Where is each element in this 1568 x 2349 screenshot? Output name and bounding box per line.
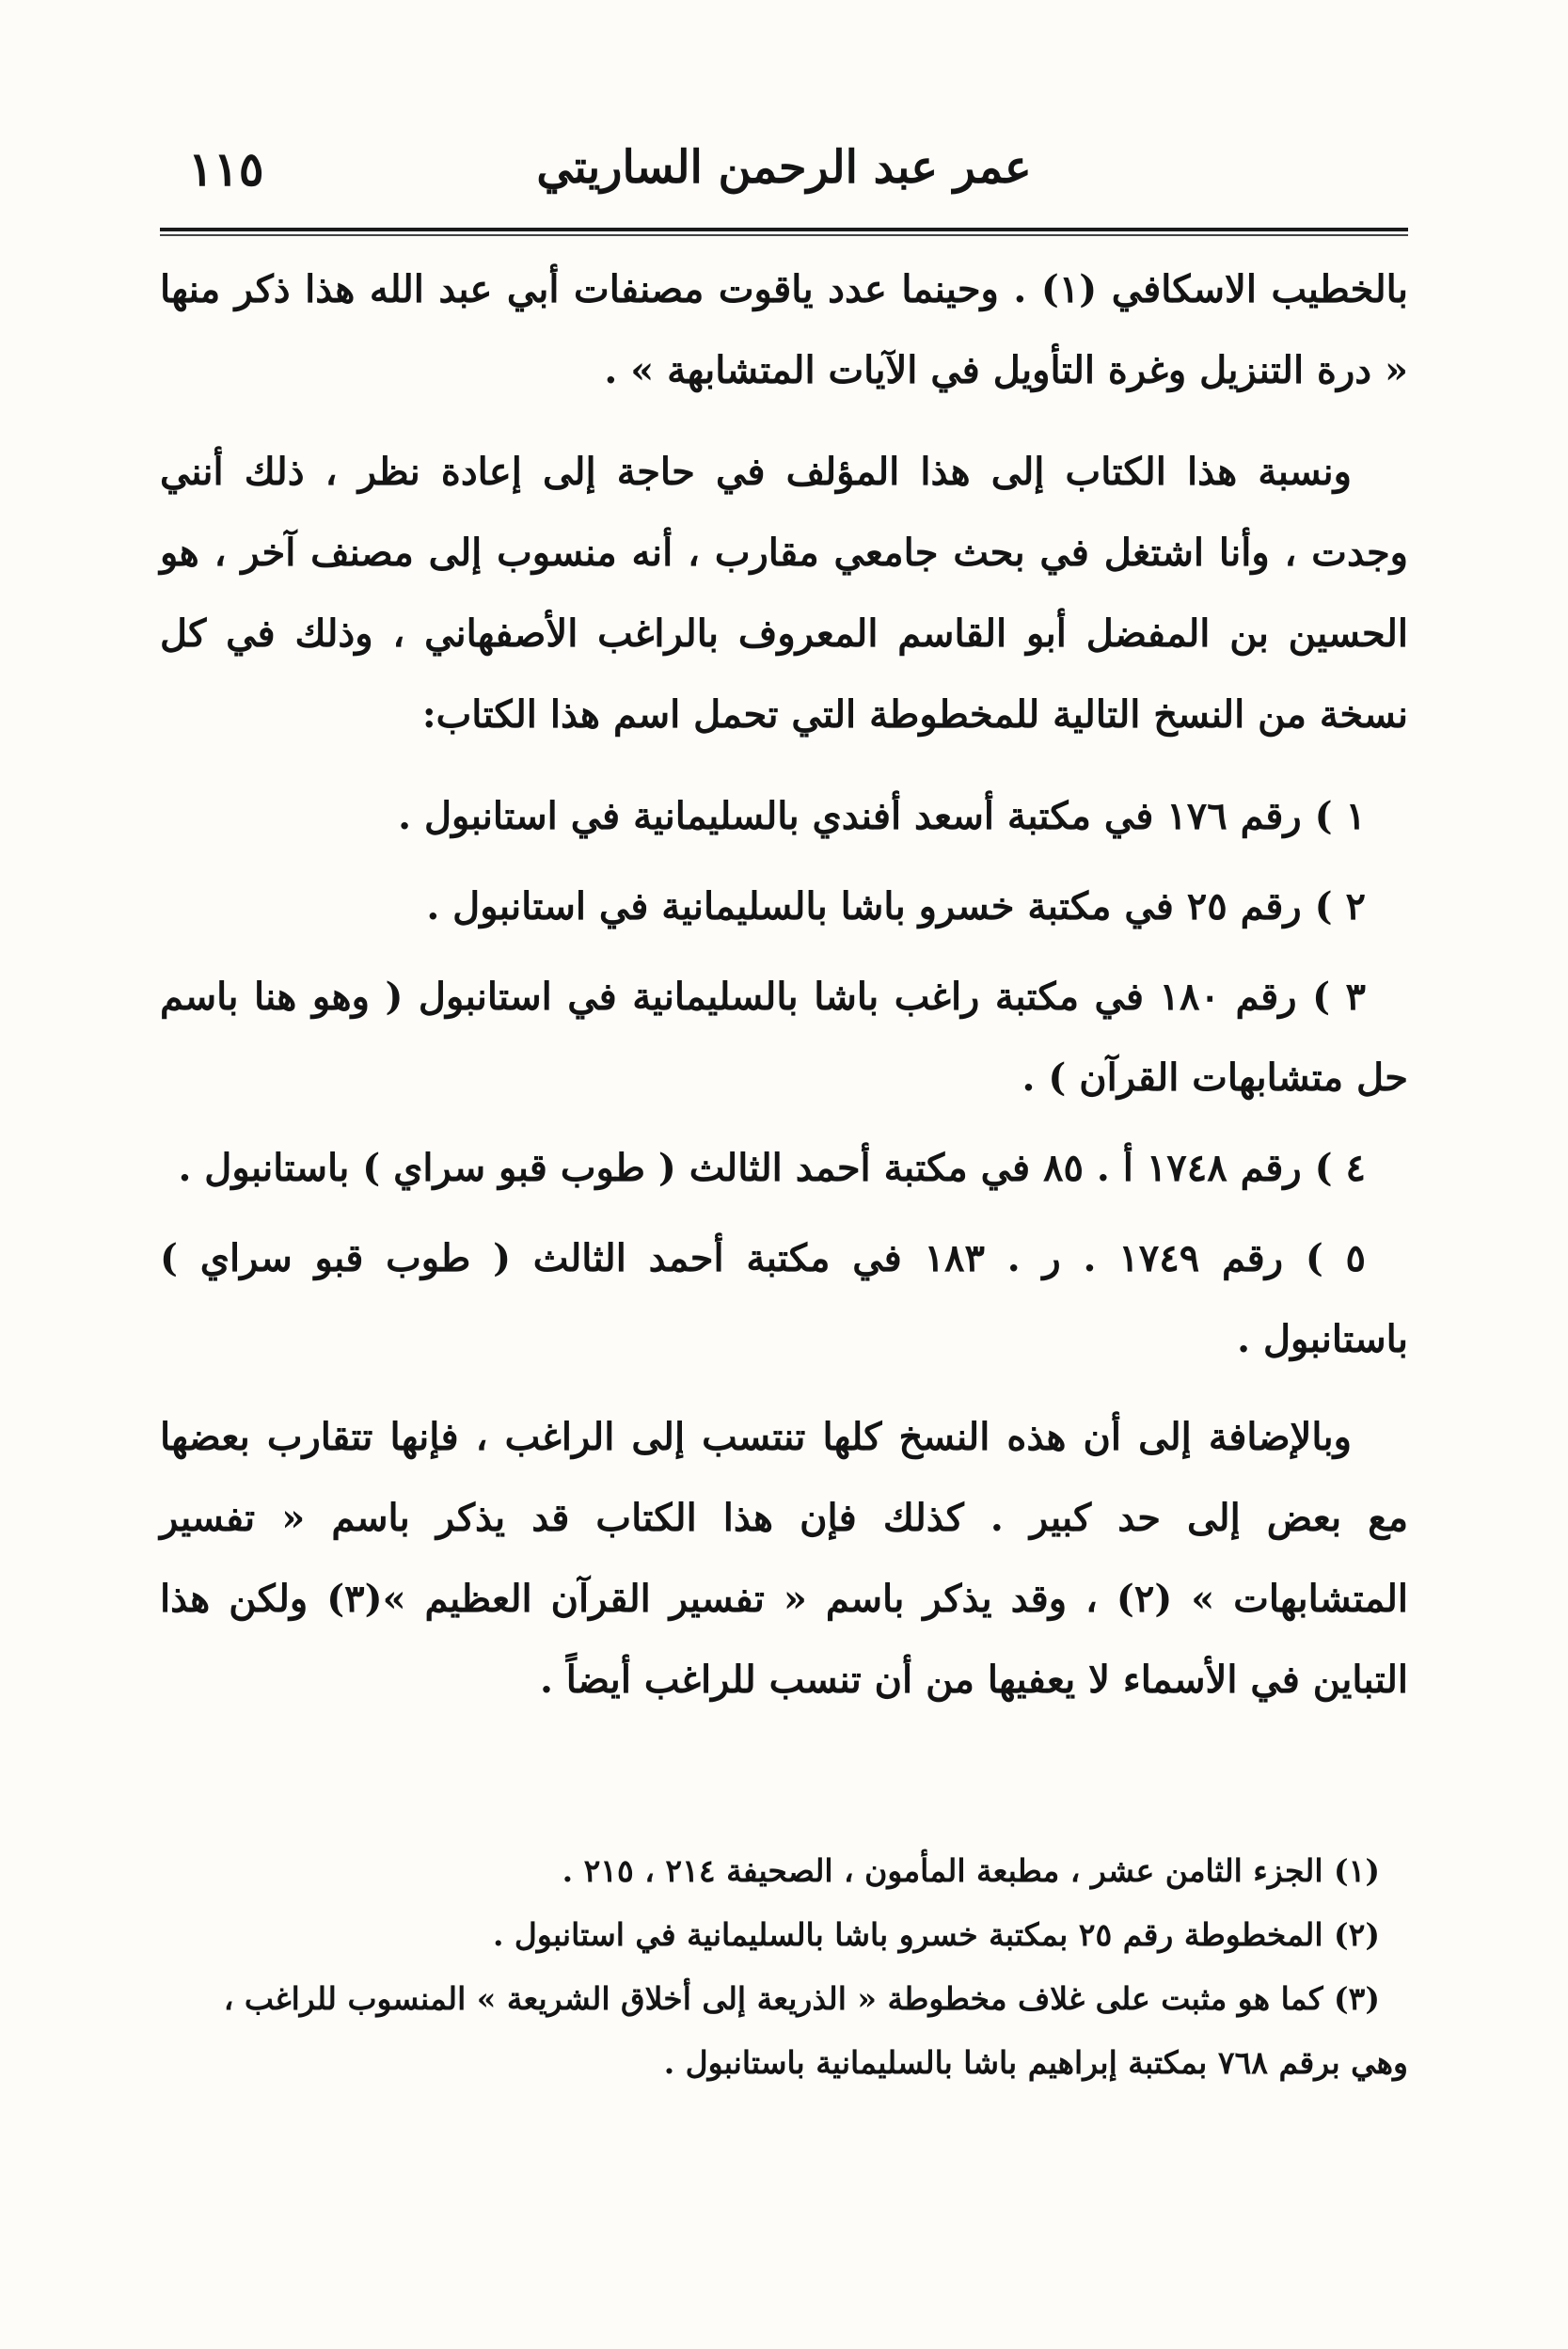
header-rule — [160, 228, 1408, 231]
page-header — [160, 141, 1408, 226]
main-text — [160, 249, 1408, 1741]
manuscript-list — [160, 776, 1408, 1380]
list-item: ٥ ) رقم ١٧٤٩ . ر . ١٨٣ في مكتبة أحمد الثالث ( طوب قبو سراي ) باستانبول . — [160, 1236, 1408, 1361]
list-item: ٣ ) رقم ١٨٠ في مكتبة راغب باشا بالسليمانية في استانبول ( وهو هنا باسم حل متشابهات القرآن ) . — [160, 975, 1408, 1100]
footnote-2: (٢) المخطوطة رقم ٢٥ بمكتبة خسرو باشا بالسليمانية في استانبول . — [492, 1916, 1380, 1953]
list-item: ١ ) رقم ١٧٦ في مكتبة أسعد أفندي بالسليمانية في استانبول . — [398, 794, 1366, 838]
page-number: ١١٥ — [188, 141, 264, 197]
running-title: عمر عبد الرحمن الساريتي — [536, 141, 1032, 194]
footnote-3: (٣) كما هو مثبت على غلاف مخطوطة « الذريعة إلى أخلاق الشريعة » المنسوب للراغب ، وهي برقم ٧٦٨ بمكتبة إبراهيم باشا بالسليمانية باستانبول . — [223, 1980, 1408, 2081]
footnotes — [160, 1839, 1408, 2095]
list-item: ٤ ) رقم ١٧٤٨ أ . ٨٥ في مكتبة أحمد الثالث ( طوب قبو سراي ) باستانبول . — [178, 1146, 1366, 1190]
paragraph-2: ونسبة هذا الكتاب إلى هذا المؤلف في حاجة إلى إعادة نظر ، ذلك أنني وجدت ، وأنا اشتغل في بحث جامعي مقارب ، أنه منسوب إلى مصنف آخر ، هو الحسين بن المفضل أبو القاسم المعروف بالراغب الأصفهاني ، وذلك في كل نسخة من النسخ التالية للمخطوطة التي تحمل اسم هذا الكتاب: — [160, 450, 1408, 737]
footnote-1: (١) الجزء الثامن عشر ، مطبعة المأمون ، الصحيفة ٢١٤ ، ٢١٥ . — [562, 1852, 1380, 1889]
paragraph-1: بالخطيب الاسكافي (١) . وحينما عدد ياقوت مصنفات أبي عبد الله هذا ذكر منها « درة التنزيل وغرة التأويل في الآيات المتشابهة » . — [160, 267, 1408, 392]
list-item: ٢ ) رقم ٢٥ في مكتبة خسرو باشا بالسليمانية في استانبول . — [426, 884, 1366, 928]
paragraph-3: وبالإضافة إلى أن هذه النسخ كلها تنتسب إلى الراغب ، فإنها تتقارب بعضها مع بعض إلى حد كبير . كذلك فإن هذا الكتاب قد يذكر باسم « تفسير المتشابهات » (٢) ، وقد يذكر باسم « تفسير القرآن العظيم »(٣) ولكن هذا التباين في الأسماء لا يعفيها من أن تنسب للراغب أيضاً . — [160, 1415, 1408, 1702]
